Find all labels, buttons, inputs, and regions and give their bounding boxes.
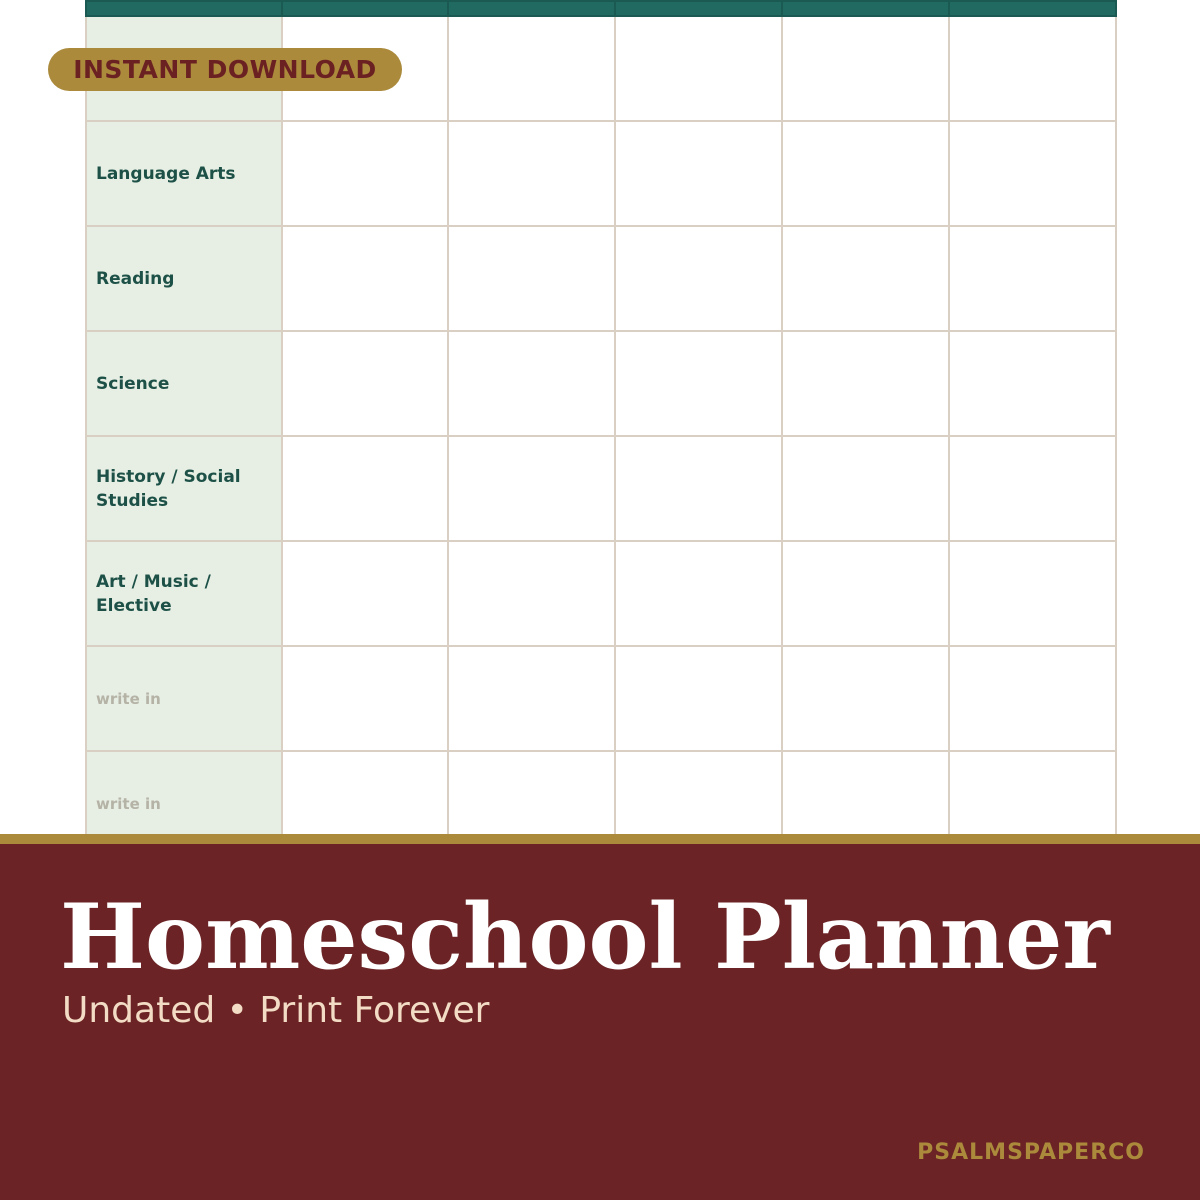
grid-header-row xyxy=(86,1,1116,16)
grid-cell xyxy=(949,16,1116,121)
grid-cell xyxy=(782,646,949,751)
header-cell xyxy=(448,1,615,16)
subject-label: Science xyxy=(96,373,170,394)
header-cell xyxy=(782,1,949,16)
grid-cell xyxy=(282,541,448,646)
subject-row xyxy=(86,436,1116,541)
subject-label: Art / Music / Elective xyxy=(96,571,211,616)
grid-cell xyxy=(448,16,615,121)
subject-cell xyxy=(86,646,282,751)
grid-cell xyxy=(282,331,448,436)
write-in-label: write in xyxy=(96,689,161,708)
grid-cell xyxy=(448,646,615,751)
grid-cell xyxy=(615,16,782,121)
grid-cell xyxy=(782,16,949,121)
grid-cell xyxy=(949,226,1116,331)
grid-cell xyxy=(782,436,949,541)
grid-cell xyxy=(949,541,1116,646)
grid-cell xyxy=(615,541,782,646)
title-banner xyxy=(0,844,1200,1200)
grid-cell xyxy=(282,226,448,331)
grid-cell xyxy=(282,646,448,751)
grid-cell xyxy=(282,121,448,226)
grid-cell xyxy=(615,646,782,751)
grid-cell xyxy=(615,436,782,541)
grid-cell xyxy=(949,646,1116,751)
header-cell xyxy=(615,1,782,16)
grid-cell xyxy=(448,121,615,226)
grid-cell xyxy=(782,331,949,436)
subject-cell xyxy=(86,541,282,646)
grid-cell xyxy=(782,226,949,331)
instant-download-badge: INSTANT DOWNLOAD xyxy=(48,48,402,91)
grid-cell xyxy=(615,226,782,331)
product-title: Homeschool Planner xyxy=(60,884,1110,990)
product-subtitle: Undated • Print Forever xyxy=(62,990,490,1031)
grid-cell xyxy=(448,331,615,436)
planner-grid xyxy=(85,0,1117,857)
subject-cell xyxy=(86,331,282,436)
grid-cell xyxy=(782,121,949,226)
subject-row xyxy=(86,646,1116,751)
grid-cell xyxy=(949,121,1116,226)
header-cell xyxy=(282,1,448,16)
subject-row xyxy=(86,226,1116,331)
subject-cell xyxy=(86,436,282,541)
grid-cell xyxy=(949,436,1116,541)
write-in-label: write in xyxy=(96,794,161,813)
grid-cell xyxy=(782,541,949,646)
banner-gold-stripe xyxy=(0,834,1200,844)
grid-cell xyxy=(615,331,782,436)
header-cell xyxy=(86,1,282,16)
grid-cell xyxy=(949,331,1116,436)
grid-cell xyxy=(448,226,615,331)
subject-row xyxy=(86,121,1116,226)
grid-cell xyxy=(448,436,615,541)
grid-cell xyxy=(615,121,782,226)
header-cell xyxy=(949,1,1116,16)
subject-cell xyxy=(86,121,282,226)
grid-cell xyxy=(282,436,448,541)
grid-cell xyxy=(448,541,615,646)
subject-cell xyxy=(86,226,282,331)
subject-label: Reading xyxy=(96,268,175,289)
subject-label: Language Arts xyxy=(96,163,236,184)
subject-row xyxy=(86,331,1116,436)
brand-name: PSALMSPAPERCO xyxy=(917,1140,1145,1165)
subject-row xyxy=(86,541,1116,646)
subject-label: History / Social Studies xyxy=(96,466,241,511)
